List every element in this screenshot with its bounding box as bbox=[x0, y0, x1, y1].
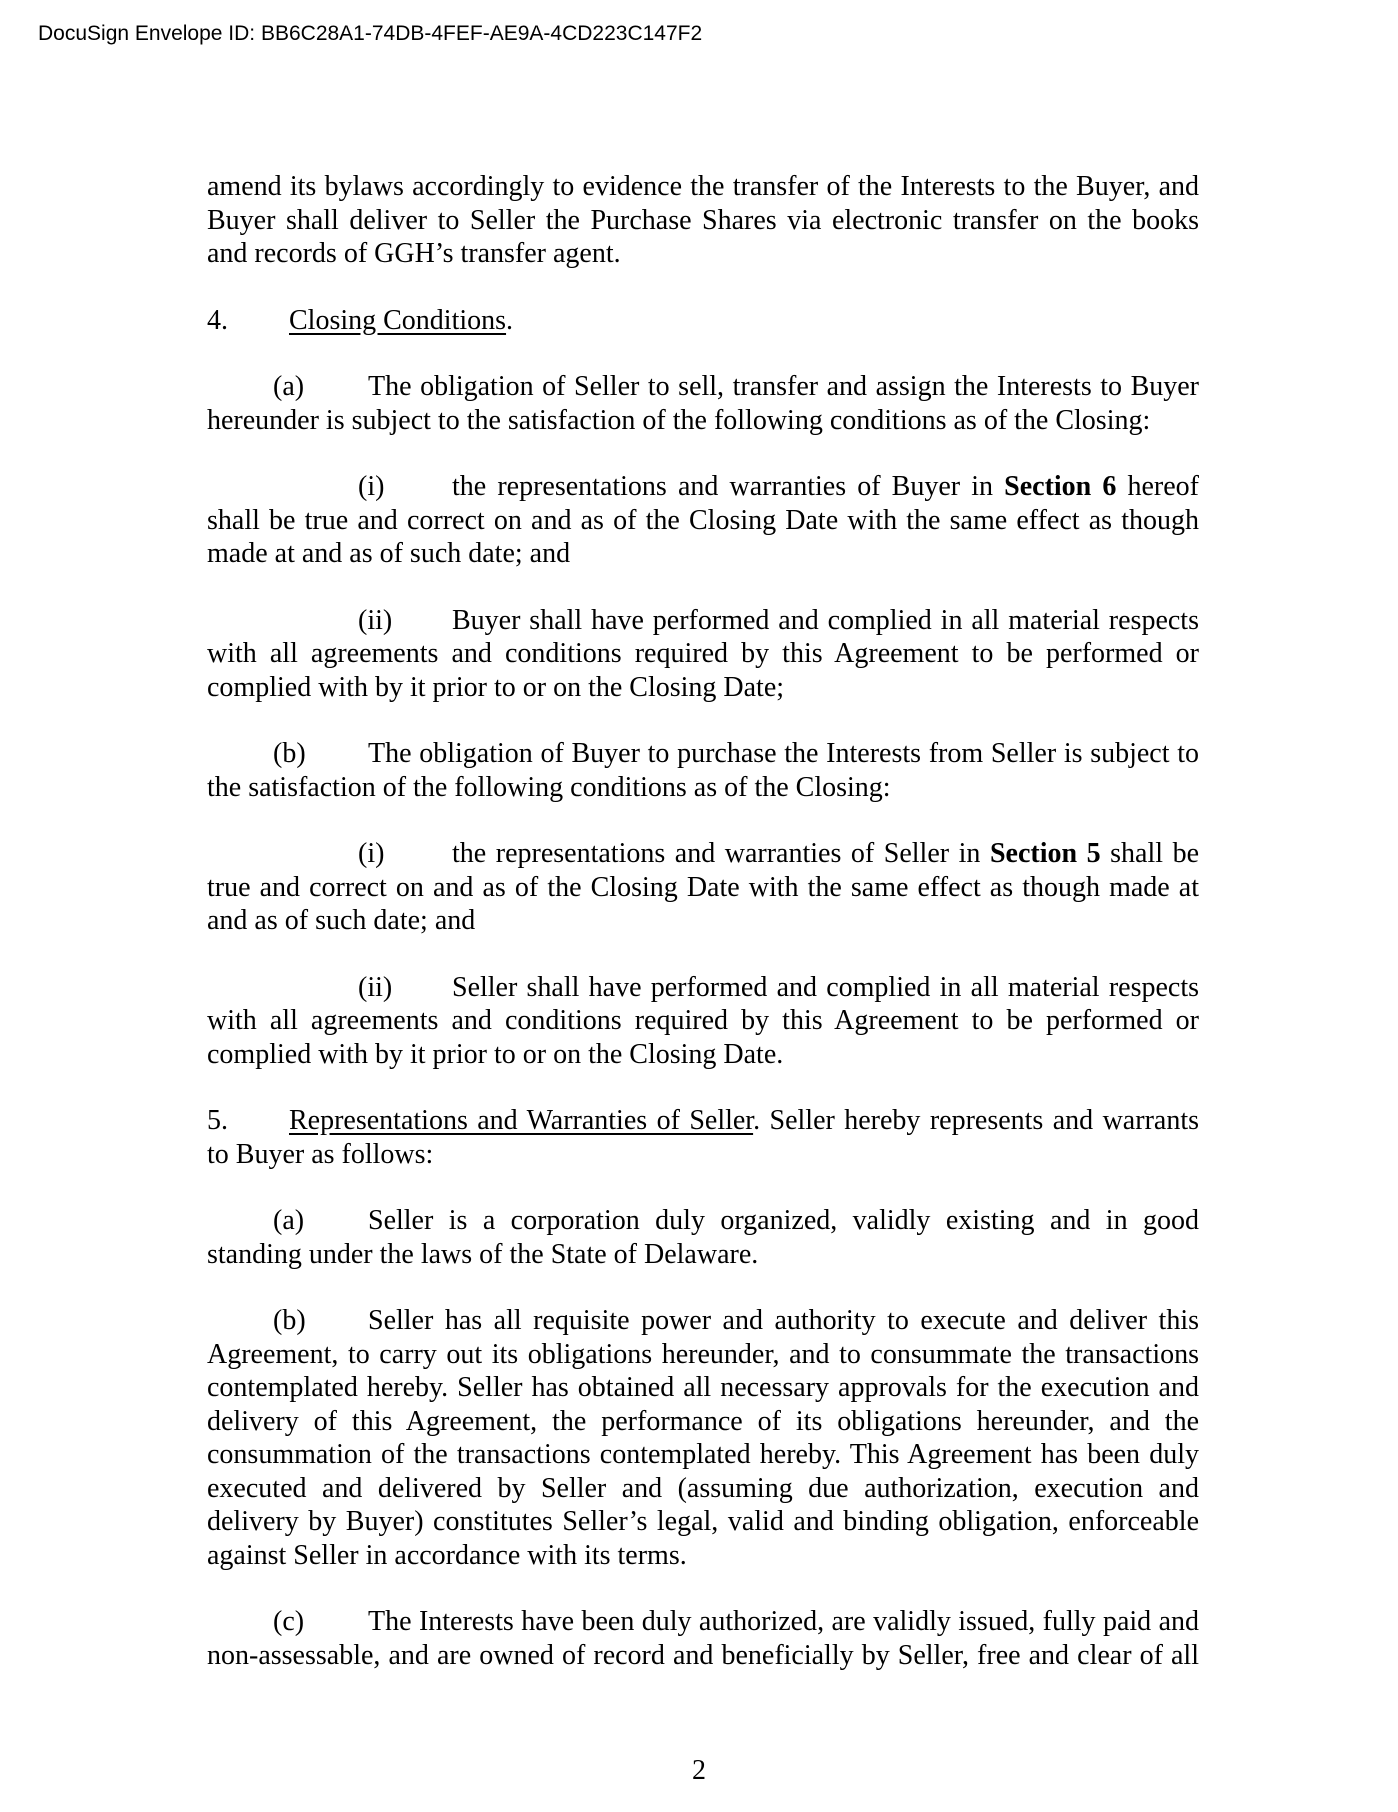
text-segment: . Seller hereby represents and warrants to Buyer as follows: bbox=[207, 1105, 1199, 1170]
paragraph bbox=[207, 1304, 1199, 1572]
text-segment: shall be true and correct on and as of the Closing Date with the same effect as though made at and as of such date; and bbox=[207, 838, 1200, 936]
paragraph-label: (i) bbox=[358, 471, 385, 502]
text-segment: Seller shall have performed and complied in all material respects with all agreements and conditions required by this Agreement to be performed or complied with by it prior to or on the Closing Date. bbox=[207, 971, 1199, 1070]
paragraph-label: 4. bbox=[207, 304, 228, 336]
paragraph bbox=[207, 470, 1199, 571]
paragraph-label: (ii) bbox=[358, 604, 393, 636]
paragraph bbox=[207, 370, 1199, 437]
paragraph-label: (c) bbox=[273, 1606, 305, 1637]
text-segment: The obligation of Buyer to purchase the Interests from Seller is subject to the satisfaction of the following conditions as of the Closing: bbox=[207, 738, 1199, 803]
docusign-envelope-id: DocuSign Envelope ID: BB6C28A1-74DB-4FEF-AE9A-4CD223C147F2 bbox=[38, 22, 703, 45]
paragraph-label: 5. bbox=[207, 1105, 228, 1136]
paragraph bbox=[207, 170, 1199, 271]
section-heading bbox=[207, 304, 1199, 338]
paragraph-label: (i) bbox=[358, 838, 385, 869]
text-segment: Closing Conditions bbox=[289, 304, 507, 336]
text-segment: Seller is a corporation duly organized, validly existing and in good standing under the laws of the State of Delaware. bbox=[207, 1205, 1199, 1270]
text-segment: The Interests have been duly authorized, are validly issued, fully paid and non-assessable, and are owned of record and beneficially by Seller, free and clear of all bbox=[207, 1606, 1199, 1671]
paragraph bbox=[207, 737, 1199, 804]
paragraph bbox=[207, 1605, 1199, 1672]
text-segment: Section 6 bbox=[1004, 471, 1117, 502]
paragraph bbox=[207, 971, 1199, 1072]
section-heading bbox=[207, 1104, 1199, 1171]
text-segment: Seller has all requisite power and authority to execute and deliver this Agreement, to carry out its obligations hereunder, and to consummate the transactions contemplated hereby. Seller has obtained all necessary approvals for the execution and delivery of this Agreement, the performance of its obligations hereunder, and the consummation of the transactions contemplated hereby. This Agreement has been duly executed and delivered by Seller and (assuming due authorization, execution and delivery by Buyer) constitutes Seller’s legal, valid and binding obligation, enforceable against Seller in accordance with its terms. bbox=[207, 1305, 1199, 1571]
text-segment: hereof shall be true and correct on and as of the Closing Date with the same effect as though made at and as of such date; and bbox=[207, 471, 1200, 569]
document-body bbox=[207, 170, 1199, 1705]
paragraph-label: (b) bbox=[273, 738, 306, 769]
paragraph bbox=[207, 604, 1199, 705]
paragraph-label: (ii) bbox=[358, 971, 393, 1003]
paragraph-label: (b) bbox=[273, 1305, 306, 1336]
text-segment: Buyer shall have performed and complied in all material respects with all agreements and conditions required by this Agreement to be performed or complied with by it prior to or on the Closing Date; bbox=[207, 604, 1199, 703]
paragraph bbox=[207, 837, 1199, 938]
text-segment: amend its bylaws accordingly to evidence the transfer of the Interests to the Buyer, and Buyer shall deliver to Seller the Purchase Shares via electronic transfer on the books and records of GGH’s transfer agent. bbox=[207, 171, 1199, 269]
text-segment: . bbox=[506, 304, 514, 336]
text-segment: Representations and Warranties of Seller bbox=[289, 1105, 754, 1136]
paragraph bbox=[207, 1204, 1199, 1271]
text-segment: The obligation of Seller to sell, transfer and assign the Interests to Buyer hereunder is subject to the satisfaction of the following conditions as of the Closing: bbox=[207, 371, 1199, 436]
page-number: 2 bbox=[692, 1755, 706, 1786]
text-segment: the representations and warranties of Seller in bbox=[452, 838, 990, 869]
text-segment: the representations and warranties of Buyer in bbox=[452, 471, 1005, 502]
paragraph-label: (a) bbox=[273, 371, 305, 402]
paragraph-label: (a) bbox=[273, 1205, 305, 1236]
text-segment: Section 5 bbox=[989, 838, 1101, 869]
